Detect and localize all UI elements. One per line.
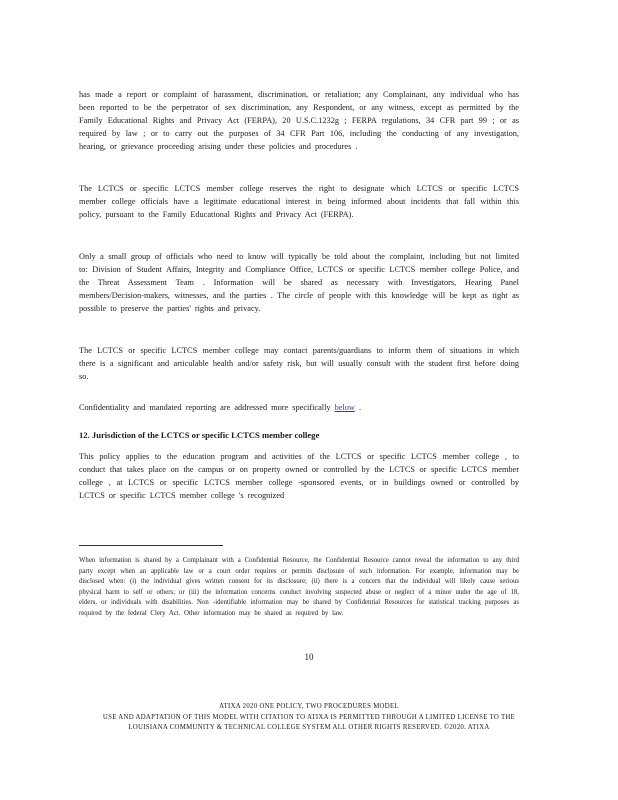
footer-line-2: USE AND ADAPTATION OF THIS MODEL WITH CITATION TO ATIXA IS PERMITTED THROUGH A LIMITED LICENSE TO THE (102, 713, 516, 721)
paragraph-legitimate-interest: The LCTCS or specific LCTCS member college reserves the right to designate which LCTCS or specific LCTCS member college officials have a legitimate educational interest in being informed about incidents that fall within this policy, pursuant to the Family Educational Rights and Privacy Act (FERPA). (79, 184, 519, 219)
mandated-reporting-text: Confidentiality and mandated reporting are addressed more specifically (79, 403, 335, 412)
footnote-confidential-resource: When information is shared by a Complainant with a Confidential Resource, the Confidential Resource cannot reveal the information to any third party except when an applicable law or a court order requires or permits disclosure of such information. For example, information may be disclosed when: (i) the individual gives written consent for its disclosure; (ii) there is a concern that the individual will likely cause serious physical harm to self or others; or (iii) the information concerns conduct involving suspected abuse or neglect of a minor under the age of 18, elders, or individuals with disabilities. Non -identifiable information may be shared by Confidential Resources for statistical tracking purposes as required by the federal Clery Act. Other information may be shared as required by law. (79, 557, 519, 617)
footer-line-1: ATIXA 2020 ONE POLICY, TWO PROCEDURES MODEL (219, 703, 399, 710)
paragraph-officials-need-to-know: Only a small group of officials who need to know will typically be told about the complaint, including but not limited to: Division of Student Affairs, Integrity and Compliance Office, LCTCS or specific LCTCS member college Police, and the Threat Assessment Team . Information will be shared as necessary with Investigators, Hearing Panel members/Decision-makers, witnesses, and the parties . The circle of people with this knowledge will be kept as tight as possible to preserve the parties' rights and privacy. (79, 252, 519, 313)
paragraph-mandated-reporting (79, 401, 519, 414)
mandated-reporting-end: . (354, 403, 362, 412)
section-heading-jurisdiction: 12. Jurisdiction of the LCTCS or specific LCTCS member college (79, 430, 320, 440)
page-number: 10 (304, 652, 314, 662)
below-link[interactable]: below (334, 403, 355, 412)
paragraph-parent-contact: The LCTCS or specific LCTCS member college may contact parents/guardians to inform them of situations in which there is a significant and articulable health and/or safety risk, but will usually consult with the student first before doing so. (79, 346, 519, 381)
footer-line-3: LOUISIANA COMMUNITY & TECHNICAL COLLEGE SYSTEM ALL OTHER RIGHTS RESERVED. ©2020. ATIXA (128, 724, 490, 731)
paragraph-confidentiality-ferpa: has made a report or complaint of harassment, discrimination, or retaliation; any Complainant, any individual who has been reported to be the perpetrator of sex discrimination, any Respondent, or any witness, except as permitted by the Family Educational Rights and Privacy Act (FERPA), 20 U.S.C.1232g ; FERPA regulations, 34 CFR part 99 ; or as required by law ; or to carry out the purposes of 34 CFR Part 106, including the conducting of any investigation, hearing, or grievance proceeding arising under these policies and procedures . (79, 90, 519, 151)
paragraph-jurisdiction: This policy applies to the education program and activities of the LCTCS or specific LCTCS member college , to conduct that takes place on the campus or on property owned or controlled by the LCTCS or specific LCTCS member college , at LCTCS or specific LCTCS member college -sponsored events, or in buildings owned or controlled by LCTCS or specific LCTCS member college 's recognized (79, 452, 519, 500)
page-footer (70, 702, 548, 734)
footnote-divider (79, 545, 223, 546)
